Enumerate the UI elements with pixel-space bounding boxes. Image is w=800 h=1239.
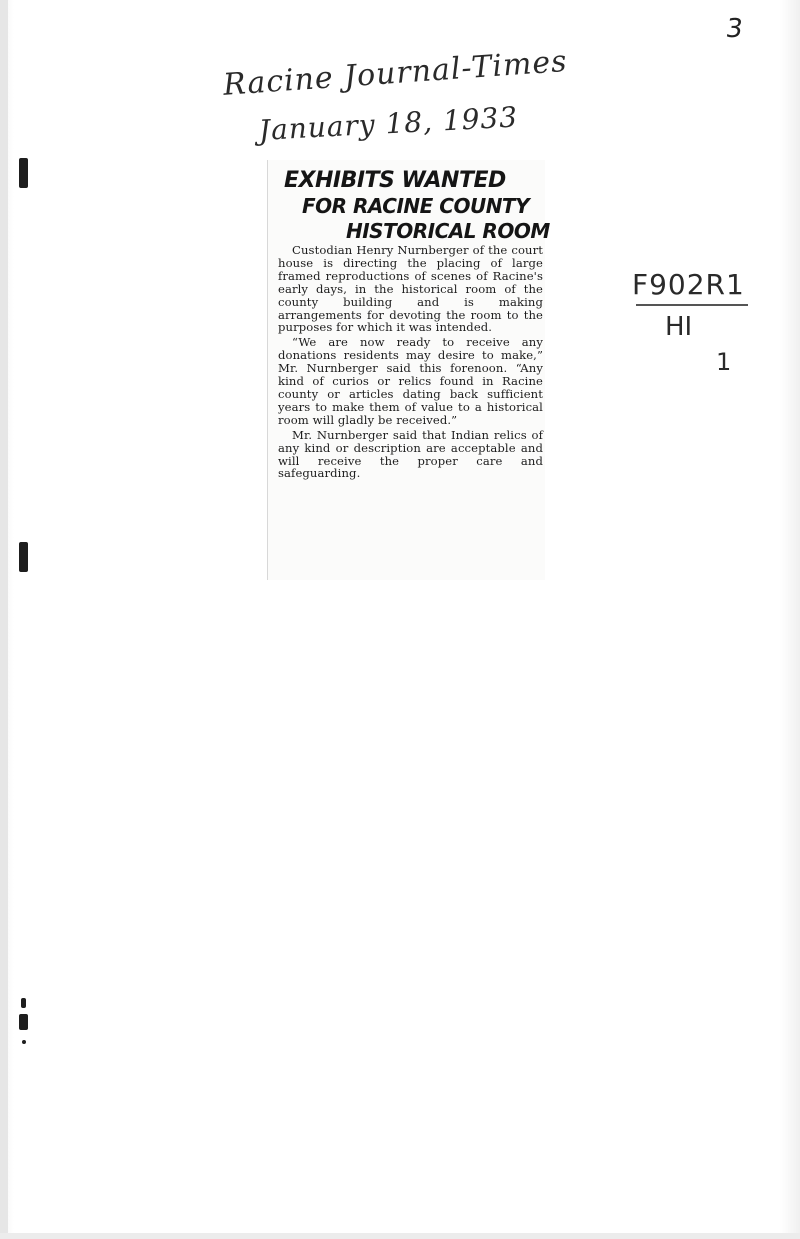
handwritten-date: January 18, 1933 — [258, 100, 519, 147]
binder-hole-mark-bottom-c — [22, 1040, 26, 1044]
article-paragraph: Custodian Henry Nurnberger of the court house is directing the placing of large framed reproductions of scenes of Racine's early days, in the historical room of the county building and is making arrangements for devoting the room to the purposes for which it was intended. — [278, 243, 543, 335]
page-number: 3 — [723, 14, 745, 44]
binder-hole-mark-middle — [19, 542, 28, 572]
handwritten-source: Racine Journal-Times — [222, 43, 569, 103]
article-paragraph: Mr. Nurnberger said that Indian relics of any kind or description are acceptable and will receive the proper care and safeguarding. — [278, 427, 543, 481]
headline-line-1: EXHIBITS WANTED — [284, 168, 506, 193]
headline-line-3: HISTORICAL ROOM — [346, 219, 550, 243]
headline-line-2: FOR RACINE COUNTY — [302, 194, 530, 218]
binder-hole-mark-bottom-b — [19, 1014, 28, 1030]
handwritten-catalog-code: F902R1 — [632, 268, 745, 301]
handwritten-catalog-number: 1 — [716, 348, 732, 376]
binder-hole-mark-top — [19, 158, 28, 188]
article-body — [278, 244, 543, 480]
article-paragraph: “We are now ready to receive any donations residents may desire to make,” Mr. Nurnberger said this forenoon. “Any kind of curios or relics found in Racine county or articles dating back sufficient years to make them of value to a historical room will gladly be received.” — [278, 335, 543, 427]
binder-hole-mark-bottom-a — [21, 998, 26, 1008]
handwritten-catalog-sub: HI — [665, 312, 693, 342]
scan-bottom-edge — [0, 1233, 800, 1239]
catalog-underline — [636, 304, 748, 306]
scan-edge — [0, 0, 8, 1239]
newspaper-clipping — [267, 160, 550, 580]
